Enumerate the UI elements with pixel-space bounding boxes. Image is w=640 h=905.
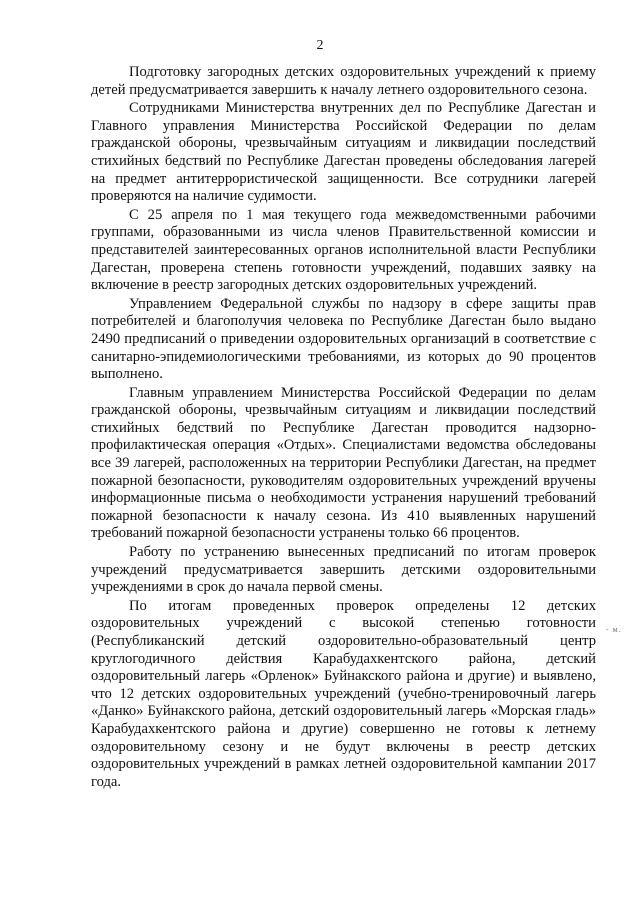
paragraph-camp-preparation: Подготовку загородных детских оздоровительных учреждений к приему детей предусматривается завершить к началу летнего оздоровительного сезона. xyxy=(91,64,596,98)
paragraph-interagency-check: С 25 апреля по 1 мая текущего года межведомственными рабочими группами, образованными из числа членов Правительственной комиссии и представителей заинтересованных органов исполнительной власти Республики Дагестан, проверена степень готовности учреждений, подавших заявку на включение в реестр загородных детских оздоровительных учреждений. xyxy=(91,206,596,294)
margin-mark: - м. xyxy=(606,625,622,634)
paragraph-fire-safety: Главным управлением Министерства Российской Федерации по делам гражданской обороны, чрезвычайным ситуациям и ликвидации последствий стихийных бедствий по Республике Дагестан проводится надзорно-профилактическая операция «Отдых». Специалистами ведомства обследованы все 39 лагерей, расположенных на территории Республики Дагестан, на предмет пожарной безопасности, руководителям оздоровительных учреждений вручены информационные письма о необходимости устранения нарушений требований пожарной безопасности к началу сезона. Из 410 выявленных нарушений требований пожарной безопасности устранены только 66 процентов. xyxy=(91,384,596,542)
paragraph-antiterror-inspection: Сотрудниками Министерства внутренних дел по Республике Дагестан и Главного управления Министерства Российской Федерации по делам гражданской обороны, чрезвычайным ситуациям и ликвидации последствий стихийных бедствий по Республике Дагестан проведены обследования лагерей на предмет антитеррористической защищенности. Все сотрудники лагерей проверяются на наличие судимости. xyxy=(91,100,596,205)
paragraph-inspection-results: По итогам проведенных проверок определены 12 детских оздоровительных учреждений с высокой степенью готовности (Республиканский детский оздоровительно-образовательный центр круглогодичного действия Карабудахкентского района, детский оздоровительный лагерь «Орленок» Буйнакского района и другие) и выявлено, что 12 детских оздоровительных учреждений (учебно-тренировочный лагерь «Данко» Буйнакского района, детский оздоровительный лагерь «Морская гладь» Карабудахкентского района и другие) совершенно не готовы к летнему оздоровительному сезону и не будут включены в реестр детских оздоровительных учреждений в рамках летней оздоровительной кампании 2017 года. xyxy=(91,597,596,790)
document-body xyxy=(91,64,596,792)
paragraph-sanitary-orders: Управлением Федеральной службы по надзору в сфере защиты прав потребителей и благополучия человека по Республике Дагестан было выдано 2490 предписаний о приведении оздоровительных организаций в соответствие с санитарно-эпидемиологическими требованиями, из которых до 90 процентов выполнено. xyxy=(91,295,596,383)
page-number: 2 xyxy=(316,38,324,53)
paragraph-orders-completion: Работу по устранению вынесенных предписаний по итогам проверок учреждений предусматривается завершить детскими оздоровительными учреждениями в срок до начала первой смены. xyxy=(91,544,596,596)
